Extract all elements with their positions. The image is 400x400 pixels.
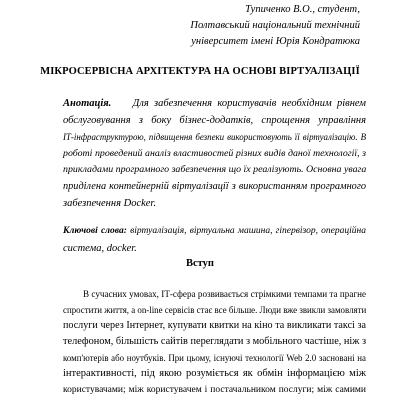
abstract-text-1: Для забезпечення користувачів необхідним рівнем — [132, 98, 366, 109]
keywords-label: Ключові слова: — [63, 226, 127, 236]
abstract-label: Анотація. — [63, 98, 112, 109]
keywords-text-1: віртуалізація, віртуальна машина, гіпервізор, операційна — [130, 226, 367, 236]
abstract — [63, 96, 366, 212]
paper-title: МІКРОСЕРВІСНА АРХІТЕКТУРА НА ОСНОВІ ВІРТУАЛІЗАЦІЇ — [40, 66, 360, 77]
body-line-2: спростити життя, а on-line сервісів стає все більше. Люди вже звикли замовляти — [63, 305, 367, 315]
author-affiliation-line-2: університет імені Юрія Кондратюка — [191, 36, 360, 47]
body-line-1: В сучасних умовах, ІТ-сфера розвивається стрімкими темпами та прагне — [83, 289, 366, 299]
abstract-line-5: прикладами програмного забезпечення що їх реалізують. Основна увага — [63, 164, 367, 176]
author-name: Тупиченко В.О., студент, — [245, 4, 360, 15]
author-block — [190, 2, 360, 50]
abstract-line-7: забезпечення Docker. — [63, 197, 156, 209]
section-title-intro: Вступ — [186, 258, 214, 269]
keywords-line-2: система, docker. — [63, 243, 137, 254]
abstract-line-6: приділена контейнерній віртуалізації з використанням програмного — [63, 180, 366, 192]
body-line-6: інтерактивності, під якою розуміється як обмін інформацією між — [63, 368, 366, 379]
keywords — [63, 222, 366, 258]
body-line-3: послуги через Інтернет, купувати квитки на кіно та викликати таксі за — [63, 320, 366, 331]
intro-body-text — [63, 286, 366, 398]
body-line-5: комп'ютерів або ноутбуків. При цьому, існуючі технології Web 2.0 засновані на — [63, 353, 366, 363]
body-line-7: користувачами; між користувачем і постачальником послуги; між самими — [63, 385, 366, 395]
abstract-line-3: ІТ-інфраструктурою, підвищення безпеки використовують її віртуалізацію. В — [63, 132, 366, 143]
keywords-line-1 — [63, 222, 366, 240]
body-line-4: телефоном, більшість сайтів переглядати з мобільного частіше, ніж з — [63, 336, 367, 347]
abstract-line-4: роботі проведений аналіз властивостей різних видів даної технології, з — [63, 147, 366, 159]
abstract-line-2: обслуговування з боку бізнес-додатків, спрощення управління — [63, 114, 366, 126]
author-affiliation-line-1: Полтавський національний технічний — [190, 20, 360, 31]
abstract-line-1 — [63, 96, 366, 113]
